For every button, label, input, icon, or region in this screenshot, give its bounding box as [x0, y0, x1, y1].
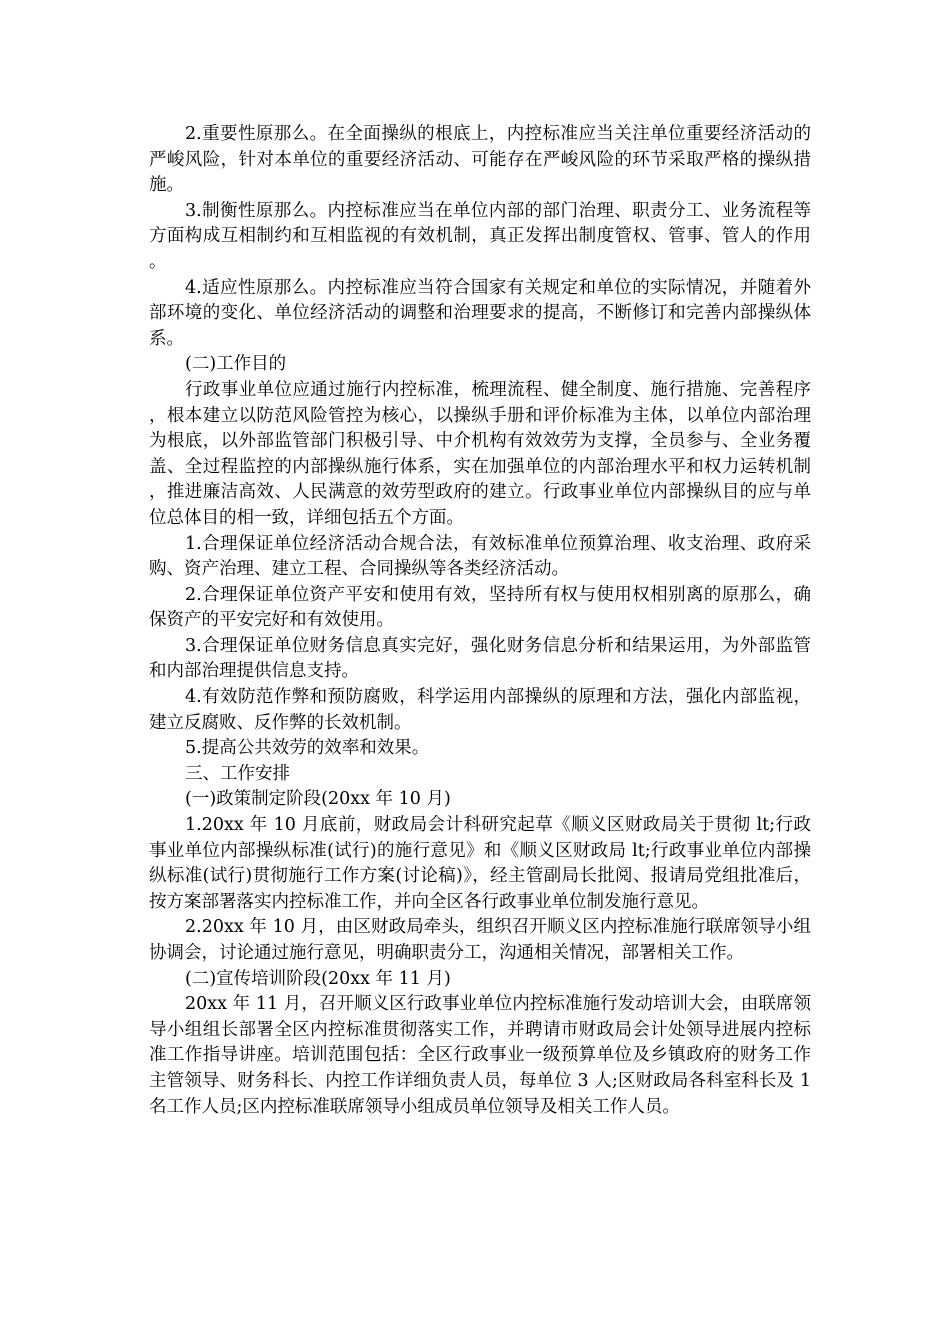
paragraph-goal-1: 1.合理保证单位经济活动合规合法，有效标准单位预算治理、收支治理、政府采购、资产治理、建立工程、合同操纵等各类经济活动。 [149, 533, 811, 580]
section-heading-work-arrangement: 三、工作安排 [185, 763, 290, 784]
paragraph-work-goals-intro: 行政事业单位应通过施行内控标准，梳理流程、健全制度、施行措施、完善程序，根本建立以防范风险管控为核心，以操纵手册和评价标准为主体，以单位内部治理为根底，以外部监管部门积极引导、中介机构有效效劳为支撑，全员参与、全业务覆盖、全过程监控的内部操纵施行体系，实在加强单位的内部治理水平和权力运转机制，推进廉洁高效、人民满意的效劳型政府的建立。行政事业单位内部操纵目的应与单位总体目的相一致，详细包括五个方面。 [149, 379, 811, 528]
paragraph-training-details: 20xx 年 11 月，召开顺义区行政事业单位内控标准施行发动培训大会，由联席领导小组组长部署全区内控标准贯彻落实工作，并聘请市财政局会计处领导进展内控标准工作指导讲座。培训范围包括：全区行政事业一级预算单位及乡镇政府的财务工作主管领导、财务科长、内控工作详细负责人员，每单位 3 人;区财政局各科室科长及 1 名工作人员;区内控标准联席领导小组成员单位领导及相关工作人员。 [149, 994, 811, 1117]
document-body [149, 122, 811, 1120]
paragraph-policy-step-1: 1.20xx 年 10 月底前，财政局会计科研究起草《顺义区财政局关于贯彻 lt;行政事业单位内部操纵标准(试行)的施行意见》和《顺义区财政局 lt;行政事业单位内部操纵标准(试行)贯彻施行工作方案(讨论稿)》，经主管副局长批阅、报请局党组批准后，按方案部署落实内控标准工作，并向全区各行政事业单位制发施行意见。 [149, 815, 811, 912]
subheading-training-stage: (二)宣传培训阶段(20xx 年 11 月) [185, 968, 451, 989]
paragraph-principle-adaptability: 4.适应性原那么。内控标准应当符合国家有关规定和单位的实际情况，并随着外部环境的变化、单位经济活动的调整和治理要求的提高，不断修订和完善内部操纵体系。 [149, 277, 811, 349]
paragraph-policy-step-2: 2.20xx 年 10 月，由区财政局牵头，组织召开顺义区内控标准施行联席领导小组协调会，讨论通过施行意见，明确职责分工，沟通相关情况，部署相关工作。 [149, 917, 811, 963]
subheading-policy-stage: (一)政策制定阶段(20xx 年 10 月) [185, 789, 451, 810]
paragraph-principle-checks: 3.制衡性原那么。内控标准应当在单位内部的部门治理、职责分工、业务流程等方面构成互相制约和互相监视的有效机制，真正发挥出制度管权、管事、管人的作用。 [149, 200, 811, 272]
paragraph-goal-3: 3.合理保证单位财务信息真实完好，强化财务信息分析和结果运用，为外部监管和内部治理提供信息支持。 [149, 635, 811, 682]
paragraph-goal-5: 5.提高公共效劳的效率和效果。 [185, 738, 430, 759]
section-heading-work-goals: (二)工作目的 [185, 354, 287, 375]
paragraph-goal-2: 2.合理保证单位资产平安和使用有效，坚持所有权与使用权相别离的原那么，确保资产的平安完好和有效使用。 [149, 584, 811, 631]
paragraph-principle-importance: 2.重要性原那么。在全面操纵的根底上，内控标准应当关注单位重要经济活动的严峻风险，针对本单位的重要经济活动、可能存在严峻风险的环节采取严格的操纵措施。 [149, 124, 811, 196]
paragraph-goal-4: 4.有效防范作弊和预防腐败，科学运用内部操纵的原理和方法，强化内部监视，建立反腐败、反作弊的长效机制。 [149, 687, 811, 733]
